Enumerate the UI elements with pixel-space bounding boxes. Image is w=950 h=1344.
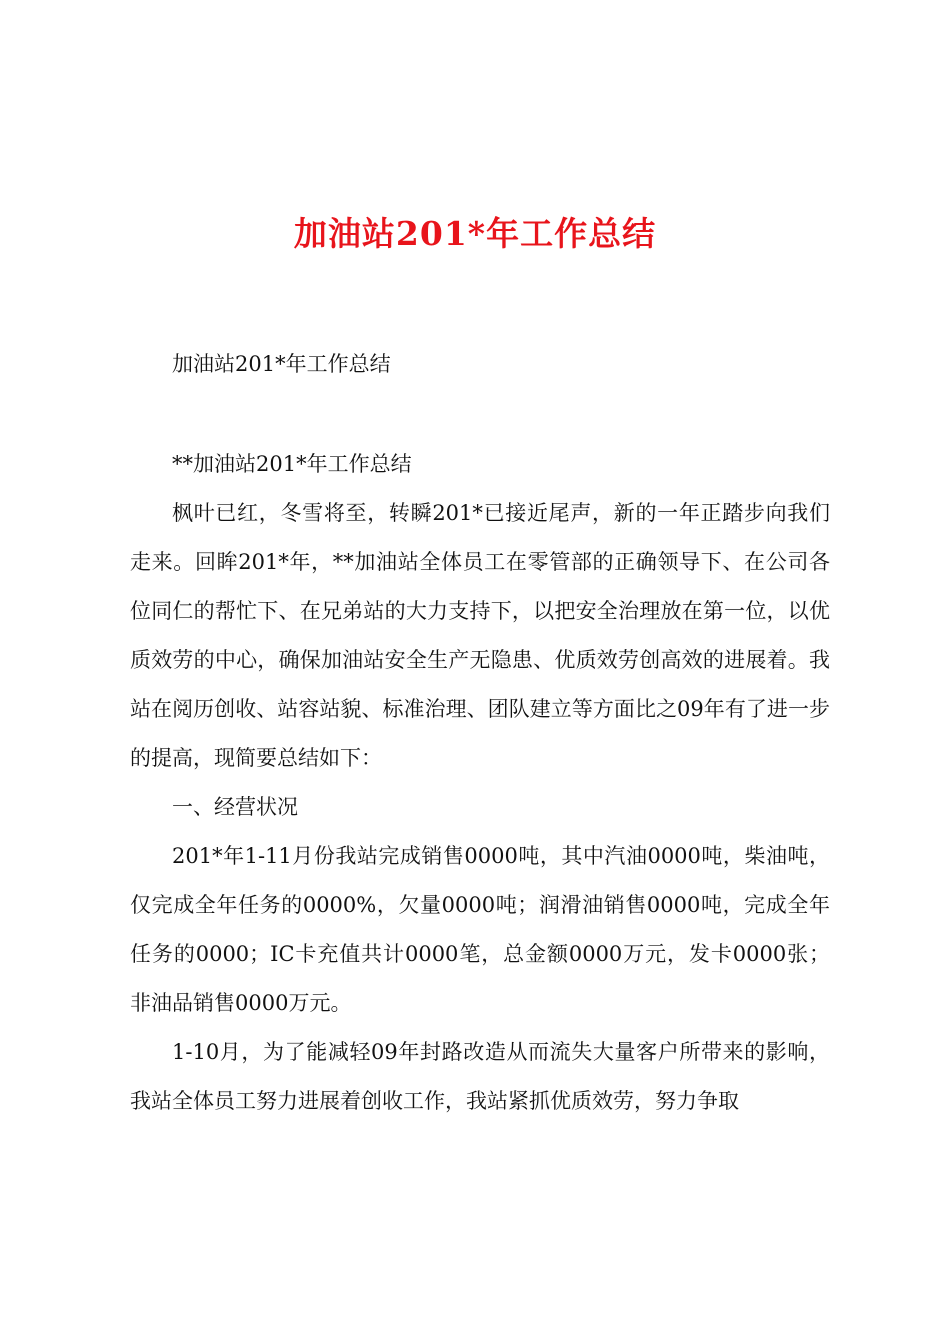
document-subtitle: 加油站201*年工作总结 <box>172 352 391 376</box>
paragraph-sales: 201*年1-11月份我站完成销售0000吨，其中汽油0000吨，柴油吨，仅完成全年任务的0000%，欠量0000吨；润滑油销售0000吨，完成全年任务的0000；IC卡充值共计0000笔，总金额0000万元，发卡0000张；非油品销售0000万元。 <box>130 844 830 1015</box>
paragraph-intro: 枫叶已红，冬雪将至，转瞬201*已接近尾声，新的一年正踏步向我们走来。回眸201*年，**加油站全体员工在零管部的正确领导下、在公司各位同仁的帮忙下、在兄弟站的大力支持下，以把安全治理放在第一位，以优质效劳的中心，确保加油站安全生产无隐患、优质效劳创高效的进展着。我站在阅历创收、站容站貌、标准治理、团队建立等方面比之09年有了进一步的提高，现简要总结如下： <box>130 501 830 770</box>
document-body <box>130 489 830 1126</box>
document-heading-block <box>130 440 830 489</box>
paragraph-jan-oct: 1-10月，为了能减轻09年封路改造从而流失大量客户所带来的影响，我站全体员工努力进展着创收工作，我站紧抓优质效劳，努力争取 <box>130 1040 830 1113</box>
document-subtitle-block <box>130 340 830 389</box>
section-heading-operations: 一、经营状况 <box>172 795 298 819</box>
document-title: 加油站201*年工作总结 <box>293 214 657 253</box>
document-heading: **加油站201*年工作总结 <box>172 452 412 476</box>
